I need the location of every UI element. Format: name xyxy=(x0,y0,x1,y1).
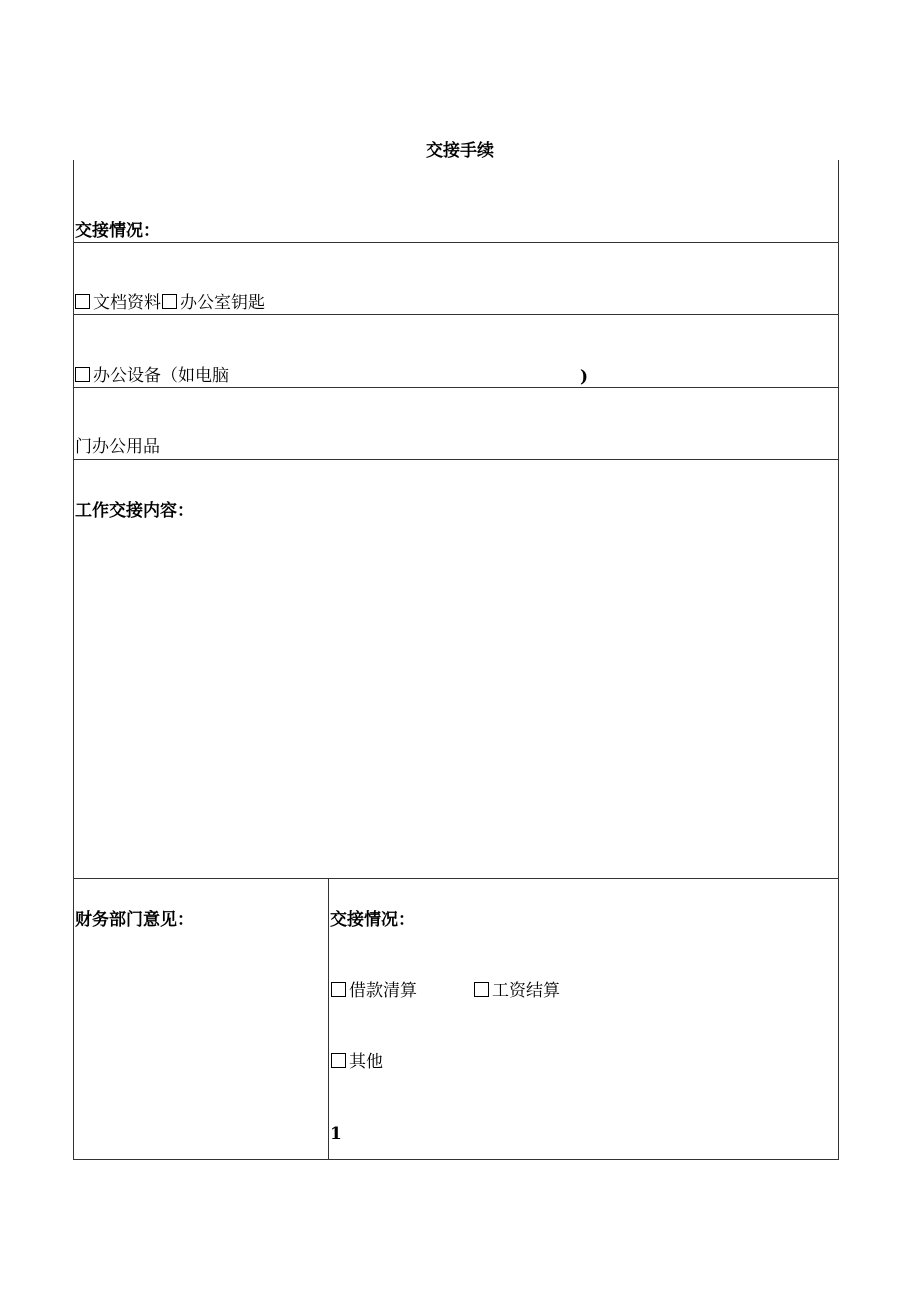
office-supplies-mark: 门 xyxy=(75,437,92,457)
row-divider xyxy=(73,459,839,460)
work-handover-label: 工作交接内容： xyxy=(75,501,194,521)
loan-settlement-label: 借款清算 xyxy=(349,981,417,1001)
other-label: 其他 xyxy=(349,1052,383,1072)
table-bottom-border xyxy=(73,1159,839,1160)
office-supplies-label: 办公用品 xyxy=(92,437,160,457)
finance-status-label: 交接情况： xyxy=(330,910,415,930)
office-keys-label: 办公室钥匙 xyxy=(180,293,265,313)
row-divider xyxy=(73,314,839,315)
item-row-office-supplies xyxy=(75,439,160,456)
salary-settlement-item xyxy=(474,982,560,1000)
work-handover-content-area[interactable] xyxy=(74,530,838,875)
finance-column-divider xyxy=(328,878,329,1160)
loan-settlement-item xyxy=(331,982,417,1000)
other-item xyxy=(331,1053,383,1071)
documents-label: 文档资料 xyxy=(93,293,161,313)
loan-settlement-checkbox[interactable] xyxy=(331,982,346,997)
handover-status-label: 交接情况： xyxy=(75,221,160,241)
row-divider xyxy=(73,387,839,388)
row-divider xyxy=(73,878,839,879)
salary-settlement-label: 工资结算 xyxy=(492,981,560,1001)
office-keys-checkbox[interactable] xyxy=(162,294,177,309)
finance-opinion-label: 财务部门意见： xyxy=(75,910,194,930)
office-equipment-label: 办公设备（如电脑 xyxy=(93,366,229,386)
row-divider xyxy=(73,242,839,243)
office-equipment-checkbox[interactable] xyxy=(75,367,90,382)
salary-settlement-checkbox[interactable] xyxy=(474,982,489,997)
office-equipment-close-paren: ) xyxy=(580,367,589,387)
page-number: 1 xyxy=(330,1124,342,1144)
item-row-office-equipment xyxy=(75,367,229,385)
other-checkbox[interactable] xyxy=(331,1053,346,1068)
documents-checkbox[interactable] xyxy=(75,294,90,309)
page-title: 交接手续 xyxy=(426,141,494,161)
item-row-documents-keys xyxy=(75,294,265,312)
table-right-border xyxy=(838,160,839,1160)
